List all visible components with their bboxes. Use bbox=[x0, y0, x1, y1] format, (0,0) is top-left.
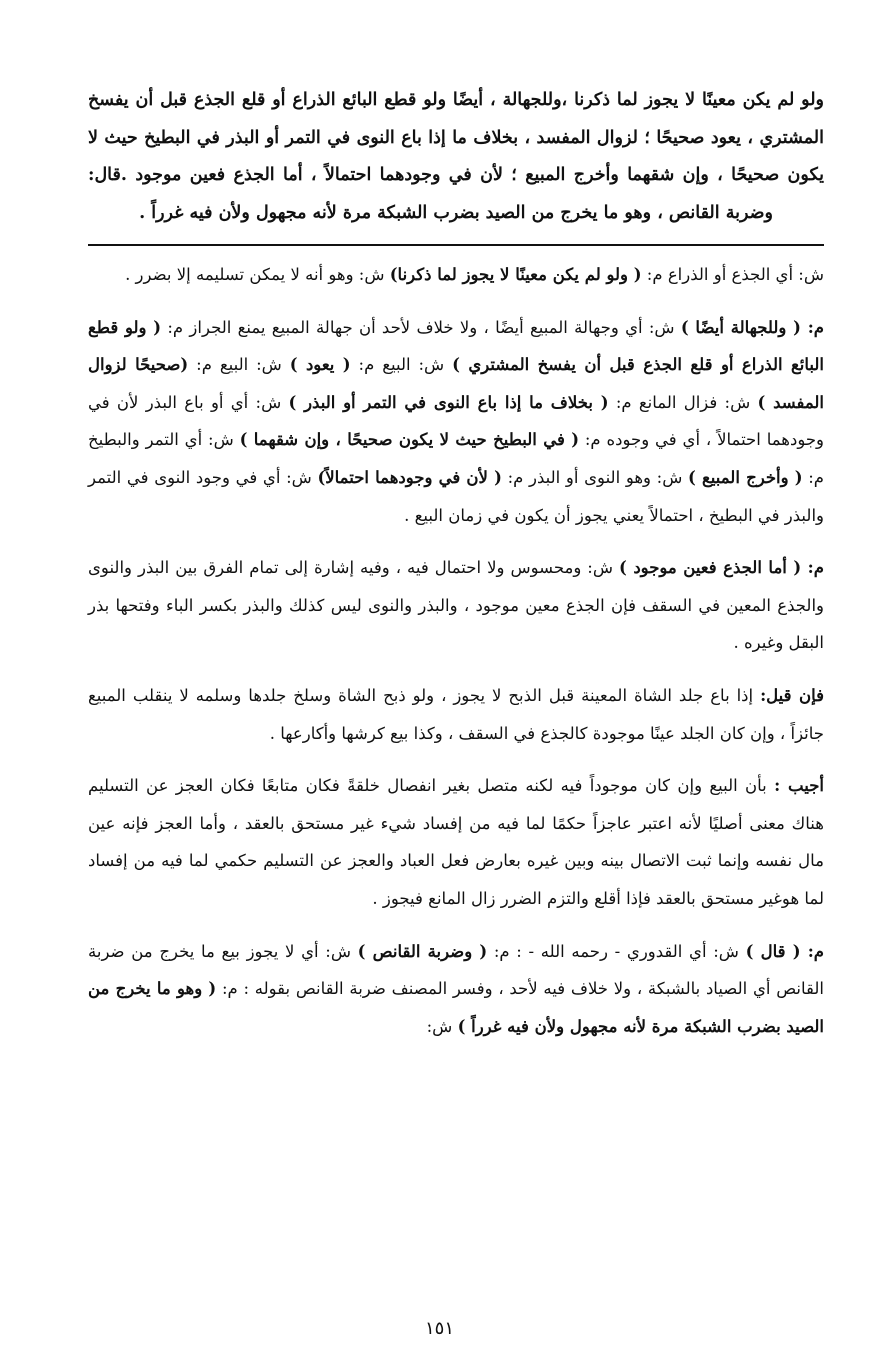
matn-quote: (صحيحًا لزوال المفسد ) bbox=[88, 355, 824, 412]
sharh-text: ش: bbox=[426, 1016, 458, 1036]
book-page bbox=[88, 82, 824, 1060]
sharh-text: ش: أي التمر والبطيخ م: bbox=[88, 430, 825, 487]
sharh-text: بأن البيع وإن كان موجوداً فيه لكنه متصل بغير انفصال خلقةً فكان متابعًا فكان العجز عن التسليم هناك معنى أصليًا لأنه اعتبر عاجزاً حكمًا لما فيه من إفساد شيء غير مستحق بالعقد ، وأما العجز فإنه عين مال نفسه وإنما ثبت الاتصال بينه وبين غيره بعارض فعل العباد والعجز عن التسليم حكمي لما فيه من إفساد لما هوغير مستحق بالعقد فإذا أقلع والتزم الضرر زال المانع فيجوز . bbox=[88, 776, 824, 908]
sharh-text: ش: أي القدوري - رحمه الله - : م: bbox=[487, 941, 746, 961]
matn-quote: ( وضربة القانص ) bbox=[357, 941, 488, 961]
commentary-paragraph bbox=[88, 256, 824, 294]
matn-quote: ( لأن في وجودهما احتمالاً) bbox=[317, 467, 502, 487]
sharh-text: ش: أي أو باع البذر لأن في وجودهما احتمالاً ، أي في وجوده م: bbox=[88, 392, 825, 450]
page-number: ١٥١ bbox=[424, 1318, 454, 1339]
sharh-text: ش: أي وجهالة المبيع أيضًا ، ولا خلاف لأحد أن جهالة المبيع يمنع الجراز م: bbox=[161, 317, 681, 337]
commentary-section bbox=[88, 256, 824, 1045]
matn-quote: ( وهو ما يخرج من الصيد بضرب الشبكة مرة لأنه مجهول ولأن فيه غرراً ) bbox=[88, 979, 824, 1036]
matn-quote: ( وأخرج المبيع ) bbox=[688, 467, 803, 487]
matn-quote: ( ولو قطع البائع الذراع أو قلع الجذع قبل أن يفسخ المشتري ) bbox=[88, 317, 824, 375]
sharh-text: ش: فزال المانع م: bbox=[608, 392, 758, 412]
matn-quote: م: ( وللجهالة أيضًا ) bbox=[680, 317, 825, 337]
matn-quote: م: ( قال ) bbox=[745, 941, 824, 961]
sharh-text: ش: البيع م: bbox=[350, 355, 453, 375]
matn-quote: ( في البطيخ حيث لا يكون صحيحًا ، وإن شقهما ) bbox=[239, 430, 580, 450]
commentary-paragraph bbox=[88, 677, 824, 752]
sharh-text: ش: أي الجذع أو الذراع م: bbox=[641, 265, 824, 284]
matn-quote: ( ولو لم يكن معينًا لا يجوز لما ذكرنا) bbox=[389, 265, 642, 284]
sharh-text: ش: البيع م: bbox=[188, 355, 290, 375]
sharh-text: ش: وهو أنه لا يمكن تسليمه إلا بضرر . bbox=[125, 265, 390, 284]
sharh-text: ش: ومحسوس ولا احتمال فيه ، وفيه إشارة إلى تمام الفرق بين البذر والنوى والجذع المعين في السقف فإن الجذع معين موجود ، والبذر والنوى ليس كذلك والبذر بكسر الباء وفتحها بذر البقل وغيره . bbox=[88, 558, 824, 653]
matn-quote: م: ( أما الجذع فعين موجود ) bbox=[619, 558, 824, 578]
sharh-text: ش: أي في وجود النوى في التمر والبذر في البطيخ ، احتمالاً يعني يجوز أن يكون في زمان البيع . bbox=[88, 467, 824, 525]
footnote-divider bbox=[88, 244, 824, 246]
matn-quote: ( يعود ) bbox=[289, 355, 351, 375]
sharh-text: ش: وهو النوى أو البذر م: bbox=[501, 467, 689, 487]
commentary-paragraph bbox=[88, 309, 824, 535]
commentary-paragraph bbox=[88, 767, 824, 917]
sharh-text: ش: أي لا يجوز بيع ما يخرج من ضربة القانص أي الصياد بالشبكة ، ولا خلاف فيه لأحد ، وفسر المصنف ضربة القانص بقوله : م: bbox=[88, 941, 824, 999]
matn-quote: ( بخلاف ما إذا باع النوى في التمر أو البذر ) bbox=[288, 392, 609, 412]
sharh-text: إذا باع جلد الشاة المعينة قبل الذبح لا يجوز ، ولو ذبح الشاة وسلخ جلدها وسلمه لا ينقلب المبيع جائزاً ، وإن كان الجلد عينًا موجودة كالجذع في السقف ، وكذا بيع كرشها وأكارعها . bbox=[88, 685, 824, 743]
commentary-paragraph bbox=[88, 549, 824, 662]
matn-quote: فإن قيل: bbox=[760, 685, 824, 705]
main-text: ولو لم يكن معينًا لا يجوز لما ذكرنا ،وللجهالة ، أيضًا ولو قطع البائع الذراع أو قلع الجذع قبل أن يفسخ المشتري ، يعود صحيحًا ؛ لزوال المفسد ، بخلاف ما إذا باع النوى في التمر أو البذر في البطيخ حيث لا يكون صحيحًا ، وإن شقهما وأخرج المبيع ؛ لأن في وجودهما احتمالاً ، أما الجذع فعين موجود .قال: وضربة القانص ، وهو ما يخرج من الصيد بضرب الشبكة مرة لأنه مجهول ولأن فيه غرراً . bbox=[88, 90, 824, 223]
commentary-paragraph bbox=[88, 933, 824, 1046]
matn-quote: أجيب : bbox=[774, 776, 824, 796]
